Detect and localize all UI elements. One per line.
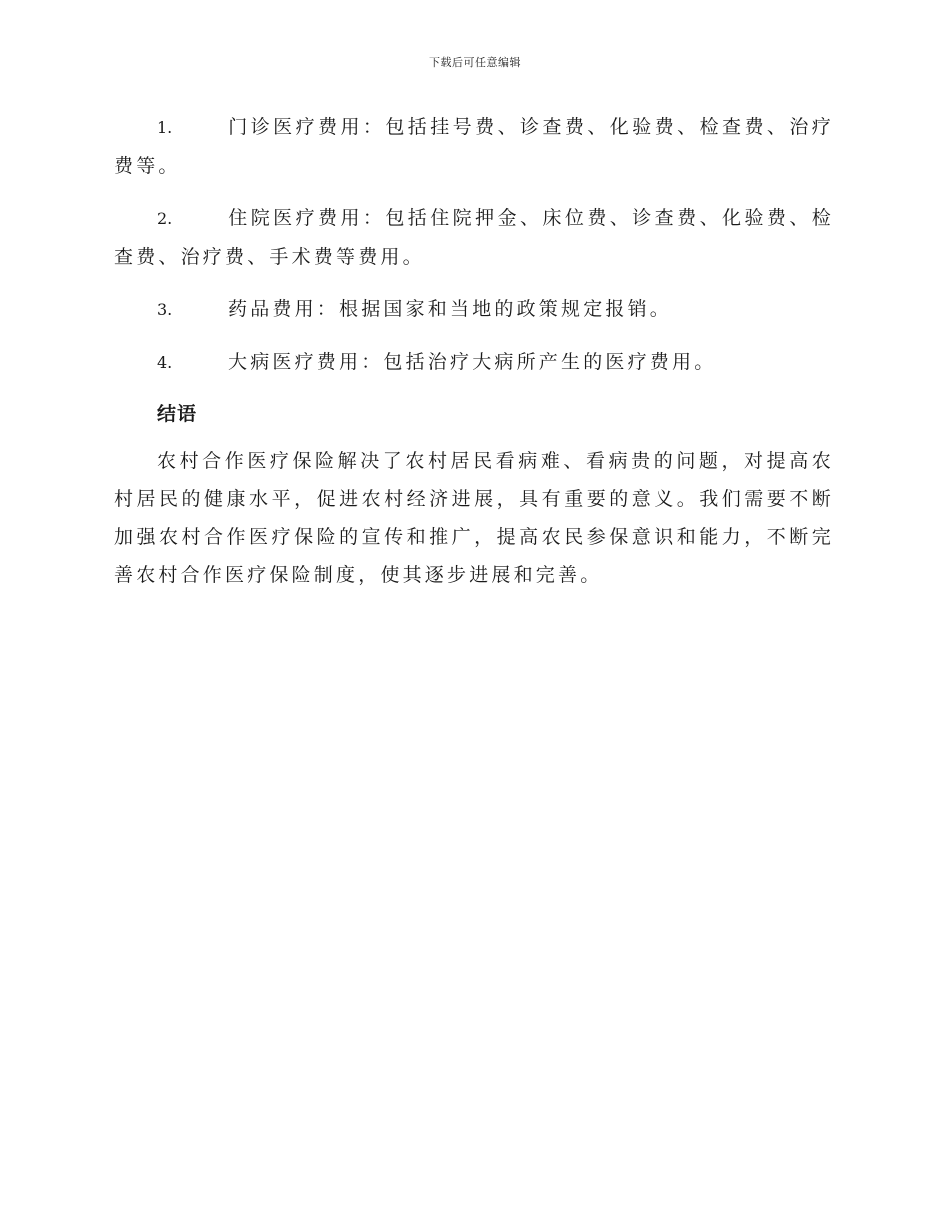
list-item: [114, 108, 834, 185]
page-header: 下载后可任意编辑: [429, 56, 521, 69]
list-item-number: 3.: [157, 300, 173, 319]
list-item-number: 4.: [157, 353, 173, 372]
list-item-number: 1.: [157, 118, 173, 137]
list-item-text: 门诊医疗费用：包括挂号费、诊查费、化验费、检查费、治疗费等。: [114, 116, 834, 177]
page-content: [114, 108, 834, 594]
list-item-text: 住院医疗费用：包括住院押金、床位费、诊查费、化验费、检查费、治疗费、手术费等费用。: [114, 207, 834, 268]
list-item: [114, 290, 834, 329]
list-item-number: 2.: [157, 209, 173, 228]
conclusion-paragraph: 农村合作医疗保险解决了农村居民看病难、看病贵的问题，对提高农村居民的健康水平，促进农村经济进展，具有重要的意义。我们需要不断加强农村合作医疗保险的宣传和推广，提高农民参保意识和能力，不断完善农村合作医疗保险制度，使其逐步进展和完善。: [114, 450, 834, 586]
list-item-text: 大病医疗费用：包括治疗大病所产生的医疗费用。: [228, 351, 717, 373]
conclusion-heading: 结语: [157, 403, 198, 425]
list-item: [114, 199, 834, 276]
list-item: [114, 343, 834, 382]
list-item-text: 药品费用：根据国家和当地的政策规定报销。: [228, 298, 673, 320]
